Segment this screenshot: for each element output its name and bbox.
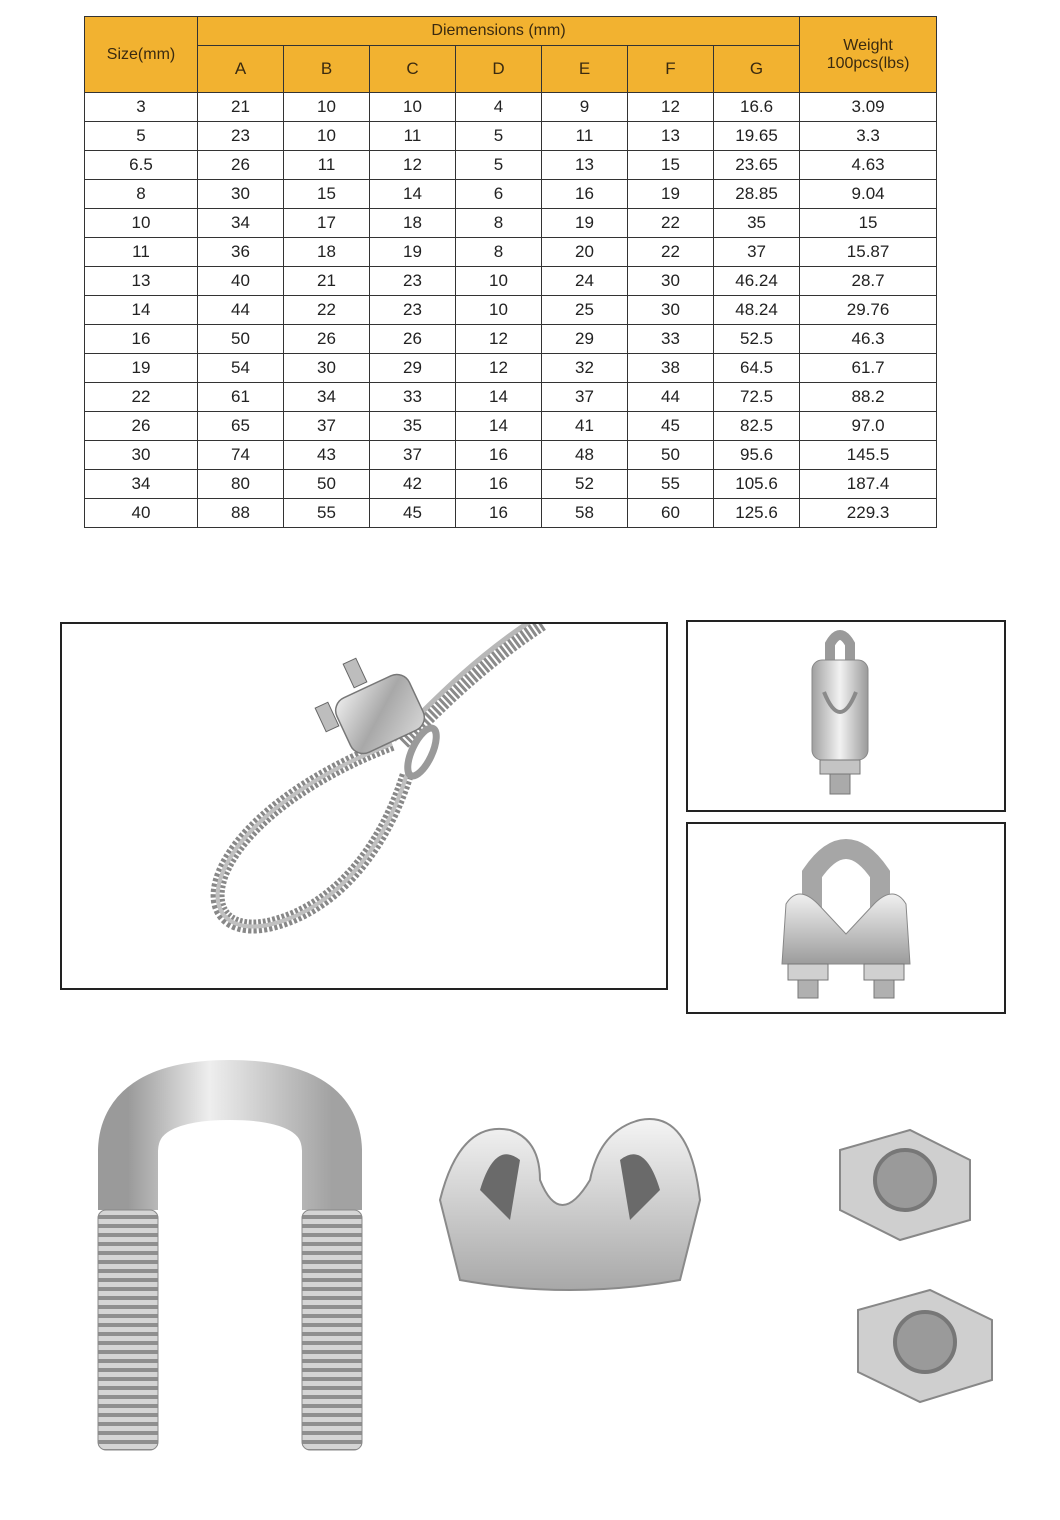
dimension-cell: 4 — [456, 93, 542, 122]
size-header: Size(mm) — [85, 17, 198, 93]
dimension-cell: 15 — [284, 180, 370, 209]
table-row — [85, 325, 937, 354]
dimension-cell: 55 — [628, 470, 714, 499]
dimension-cell: 17 — [284, 209, 370, 238]
dimension-cell: 33 — [628, 325, 714, 354]
dimension-cell: 22 — [628, 238, 714, 267]
dimension-cell: 23 — [198, 122, 284, 151]
dimension-cell: 22 — [284, 296, 370, 325]
dimension-cell: 19 — [628, 180, 714, 209]
dimension-cell: 10 — [284, 122, 370, 151]
dimension-cell: 35 — [370, 412, 456, 441]
dimension-cell: 52.5 — [714, 325, 800, 354]
dimension-cell: 54 — [198, 354, 284, 383]
dimension-cell: 23 — [370, 296, 456, 325]
dimension-cell: 36 — [198, 238, 284, 267]
table-row — [85, 296, 937, 325]
size-cell: 11 — [85, 238, 198, 267]
dimension-cell: 5 — [456, 122, 542, 151]
dimension-cell: 29 — [370, 354, 456, 383]
dimension-cell: 12 — [370, 151, 456, 180]
size-cell: 13 — [85, 267, 198, 296]
dimension-cell: 26 — [198, 151, 284, 180]
dimension-cell: 105.6 — [714, 470, 800, 499]
dimension-cell: 10 — [456, 296, 542, 325]
dimension-cell: 12 — [456, 354, 542, 383]
clip-parts-image — [40, 1030, 1020, 1510]
dimension-cell: 11 — [284, 151, 370, 180]
column-header-a: A — [198, 46, 284, 93]
size-cell: 6.5 — [85, 151, 198, 180]
dimension-cell: 21 — [198, 93, 284, 122]
size-cell: 22 — [85, 383, 198, 412]
dimension-cell: 11 — [542, 122, 628, 151]
dimension-cell: 14 — [456, 412, 542, 441]
weight-cell: 88.2 — [800, 383, 937, 412]
weight-cell: 46.3 — [800, 325, 937, 354]
weight-cell: 3.09 — [800, 93, 937, 122]
dimension-cell: 16 — [456, 470, 542, 499]
column-header-g: G — [714, 46, 800, 93]
dimension-cell: 12 — [628, 93, 714, 122]
table-row — [85, 209, 937, 238]
table-row — [85, 93, 937, 122]
dimension-cell: 48 — [542, 441, 628, 470]
size-cell: 26 — [85, 412, 198, 441]
weight-header-line1: Weight — [843, 36, 893, 54]
dimension-cell: 30 — [628, 296, 714, 325]
dimension-cell: 50 — [198, 325, 284, 354]
table-row — [85, 151, 937, 180]
dimension-cell: 34 — [198, 209, 284, 238]
dimension-cell: 24 — [542, 267, 628, 296]
dimension-cell: 45 — [628, 412, 714, 441]
size-cell: 34 — [85, 470, 198, 499]
dimension-cell: 80 — [198, 470, 284, 499]
dimension-cell: 13 — [628, 122, 714, 151]
dimension-cell: 9 — [542, 93, 628, 122]
photo-clip-parts — [40, 1030, 1020, 1510]
dimension-cell: 16 — [456, 499, 542, 528]
column-header-d: D — [456, 46, 542, 93]
weight-header — [800, 17, 937, 93]
dimension-cell: 21 — [284, 267, 370, 296]
clip-front-view-image — [688, 824, 1004, 1012]
dimension-cell: 8 — [456, 238, 542, 267]
dimension-cell: 20 — [542, 238, 628, 267]
dimension-cell: 37 — [370, 441, 456, 470]
clip-side-view-image — [688, 622, 1004, 810]
dimension-cell: 14 — [456, 383, 542, 412]
dimension-cell: 37 — [542, 383, 628, 412]
dimension-cell: 44 — [198, 296, 284, 325]
photo-clip-side-view — [686, 620, 1006, 812]
table-row — [85, 267, 937, 296]
dimension-cell: 16 — [456, 441, 542, 470]
dimension-cell: 88 — [198, 499, 284, 528]
spec-table — [84, 16, 937, 528]
dimension-cell: 38 — [628, 354, 714, 383]
dimension-cell: 22 — [628, 209, 714, 238]
dimension-cell: 15 — [628, 151, 714, 180]
dimension-cell: 13 — [542, 151, 628, 180]
column-header-f: F — [628, 46, 714, 93]
dimension-cell: 43 — [284, 441, 370, 470]
size-cell: 5 — [85, 122, 198, 151]
weight-cell: 15.87 — [800, 238, 937, 267]
size-cell: 16 — [85, 325, 198, 354]
dimension-cell: 72.5 — [714, 383, 800, 412]
dimension-cell: 28.85 — [714, 180, 800, 209]
dimension-cell: 6 — [456, 180, 542, 209]
dimension-cell: 18 — [370, 209, 456, 238]
dimension-cell: 60 — [628, 499, 714, 528]
dimension-cell: 52 — [542, 470, 628, 499]
dimension-cell: 65 — [198, 412, 284, 441]
column-header-c: C — [370, 46, 456, 93]
dimension-cell: 30 — [628, 267, 714, 296]
table-row — [85, 441, 937, 470]
dimension-cell: 42 — [370, 470, 456, 499]
dimension-cell: 48.24 — [714, 296, 800, 325]
dimension-cell: 40 — [198, 267, 284, 296]
size-cell: 14 — [85, 296, 198, 325]
table-row — [85, 354, 937, 383]
dimension-cell: 19.65 — [714, 122, 800, 151]
dimension-cell: 32 — [542, 354, 628, 383]
dimension-cell: 19 — [542, 209, 628, 238]
dimension-cell: 26 — [370, 325, 456, 354]
dimension-cell: 12 — [456, 325, 542, 354]
dimension-cell: 5 — [456, 151, 542, 180]
weight-cell: 61.7 — [800, 354, 937, 383]
dimension-cell: 29 — [542, 325, 628, 354]
weight-cell: 29.76 — [800, 296, 937, 325]
dimension-cell: 41 — [542, 412, 628, 441]
photo-wire-rope-loop — [60, 622, 668, 990]
dimension-cell: 19 — [370, 238, 456, 267]
dimension-cell: 58 — [542, 499, 628, 528]
table-row — [85, 180, 937, 209]
weight-cell: 15 — [800, 209, 937, 238]
size-cell: 30 — [85, 441, 198, 470]
table-row — [85, 412, 937, 441]
table-row — [85, 238, 937, 267]
weight-cell: 9.04 — [800, 180, 937, 209]
dimension-cell: 64.5 — [714, 354, 800, 383]
column-header-e: E — [542, 46, 628, 93]
dimension-cell: 37 — [714, 238, 800, 267]
dimension-cell: 11 — [370, 122, 456, 151]
weight-cell: 28.7 — [800, 267, 937, 296]
weight-header-line2: 100pcs(lbs) — [826, 54, 910, 72]
dimension-cell: 82.5 — [714, 412, 800, 441]
table-body — [85, 93, 937, 528]
dimension-cell: 10 — [284, 93, 370, 122]
size-cell: 19 — [85, 354, 198, 383]
dimension-cell: 125.6 — [714, 499, 800, 528]
dimension-cell: 30 — [198, 180, 284, 209]
size-cell: 40 — [85, 499, 198, 528]
dimension-cell: 33 — [370, 383, 456, 412]
dimension-cell: 18 — [284, 238, 370, 267]
dimension-cell: 14 — [370, 180, 456, 209]
weight-cell: 145.5 — [800, 441, 937, 470]
size-cell: 3 — [85, 93, 198, 122]
photo-clip-front-view — [686, 822, 1006, 1014]
dimension-cell: 16 — [542, 180, 628, 209]
table-row — [85, 383, 937, 412]
dimension-cell: 10 — [456, 267, 542, 296]
saddle — [440, 1119, 700, 1290]
dimension-cell: 26 — [284, 325, 370, 354]
dimension-cell: 10 — [370, 93, 456, 122]
dimension-cell: 95.6 — [714, 441, 800, 470]
weight-cell: 229.3 — [800, 499, 937, 528]
weight-cell: 4.63 — [800, 151, 937, 180]
dimension-cell: 50 — [628, 441, 714, 470]
weight-cell: 3.3 — [800, 122, 937, 151]
column-header-b: B — [284, 46, 370, 93]
size-cell: 10 — [85, 209, 198, 238]
u-bolt — [128, 1090, 332, 1210]
dimension-cell: 23.65 — [714, 151, 800, 180]
dimension-cell: 44 — [628, 383, 714, 412]
dimension-cell: 37 — [284, 412, 370, 441]
weight-cell: 187.4 — [800, 470, 937, 499]
dimension-cell: 55 — [284, 499, 370, 528]
dimension-cell: 23 — [370, 267, 456, 296]
size-cell: 8 — [85, 180, 198, 209]
dimension-cell: 16.6 — [714, 93, 800, 122]
dimension-cell: 74 — [198, 441, 284, 470]
dimension-cell: 61 — [198, 383, 284, 412]
dimension-cell: 35 — [714, 209, 800, 238]
dimensions-header: Diemensions (mm) — [198, 17, 800, 46]
table-row — [85, 122, 937, 151]
dimension-cell: 30 — [284, 354, 370, 383]
dimension-cell: 8 — [456, 209, 542, 238]
dimension-cell: 34 — [284, 383, 370, 412]
dimension-cell: 25 — [542, 296, 628, 325]
dimension-cell: 50 — [284, 470, 370, 499]
dimension-cell: 45 — [370, 499, 456, 528]
dimension-cell: 46.24 — [714, 267, 800, 296]
wire-rope-loop-image — [62, 624, 666, 988]
weight-cell: 97.0 — [800, 412, 937, 441]
table-row — [85, 470, 937, 499]
table-row — [85, 499, 937, 528]
